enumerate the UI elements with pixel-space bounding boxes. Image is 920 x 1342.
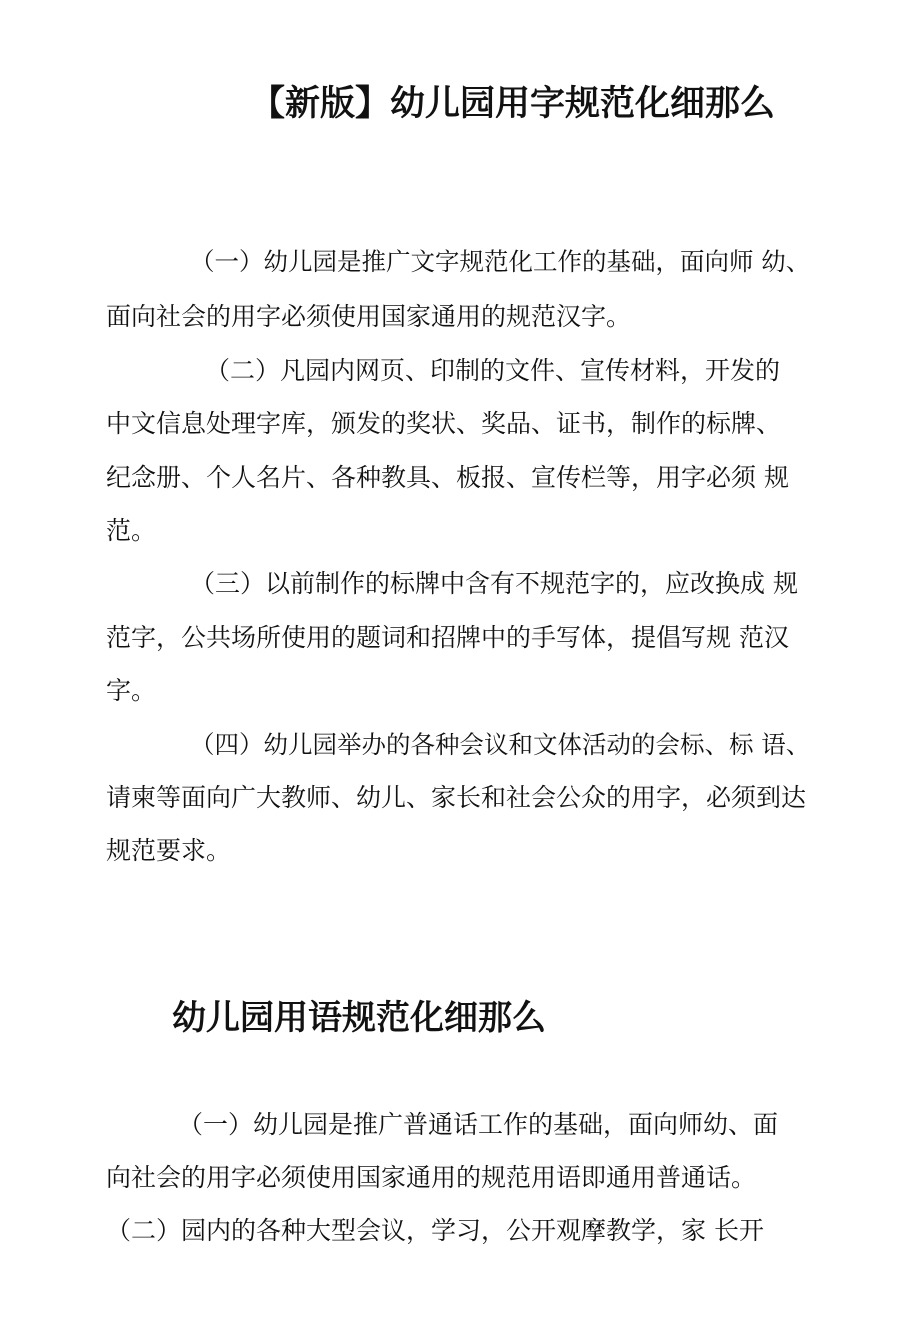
section-title: 幼儿园用语规范化细那么 [172, 998, 546, 1038]
paragraph-line: 纪念册、个人名片、各种教具、板报、宣传栏等，用字必须 规 [106, 463, 789, 492]
paragraph-line: （三）以前制作的标牌中含有不规范字的，应改换成 规 [190, 569, 798, 598]
paragraph-line: （一）幼儿园是推广文字规范化工作的基础，面向师 幼、 [190, 247, 811, 276]
paragraph-line: （一）幼儿园是推广普通话工作的基础，面向师幼、面 [178, 1110, 779, 1139]
paragraph-line: 向社会的用字必须使用国家通用的规范用语即通用普通话。 [106, 1163, 757, 1192]
paragraph-line: 面向社会的用字必须使用国家通用的规范汉字。 [106, 302, 632, 331]
paragraph-line: 中文信息处理字库，颁发的奖状、奖品、证书，制作的标牌、 [106, 409, 782, 438]
paragraph-line: （四）幼儿园举办的各种会议和文体活动的会标、标 语、 [190, 730, 811, 759]
paragraph-line: （二）园内的各种大型会议，学习，公开观摩教学，家 长开 [106, 1216, 764, 1245]
paragraph-line: 规范要求。 [106, 836, 232, 865]
paragraph-line: 范。 [106, 516, 157, 545]
paragraph-line: 范字，公共场所使用的题词和招牌中的手写体，提倡写规 范汉 [106, 623, 789, 652]
document-title: 【新版】幼儿园用字规范化细那么 [250, 84, 776, 124]
paragraph-line: （二）凡园内网页、印制的文件、宣传材料，开发的 [205, 356, 781, 385]
paragraph-line: 请柬等面向广大教师、幼儿、家长和社会公众的用字，必须到达 [106, 783, 807, 812]
paragraph-line: 字。 [106, 676, 157, 705]
